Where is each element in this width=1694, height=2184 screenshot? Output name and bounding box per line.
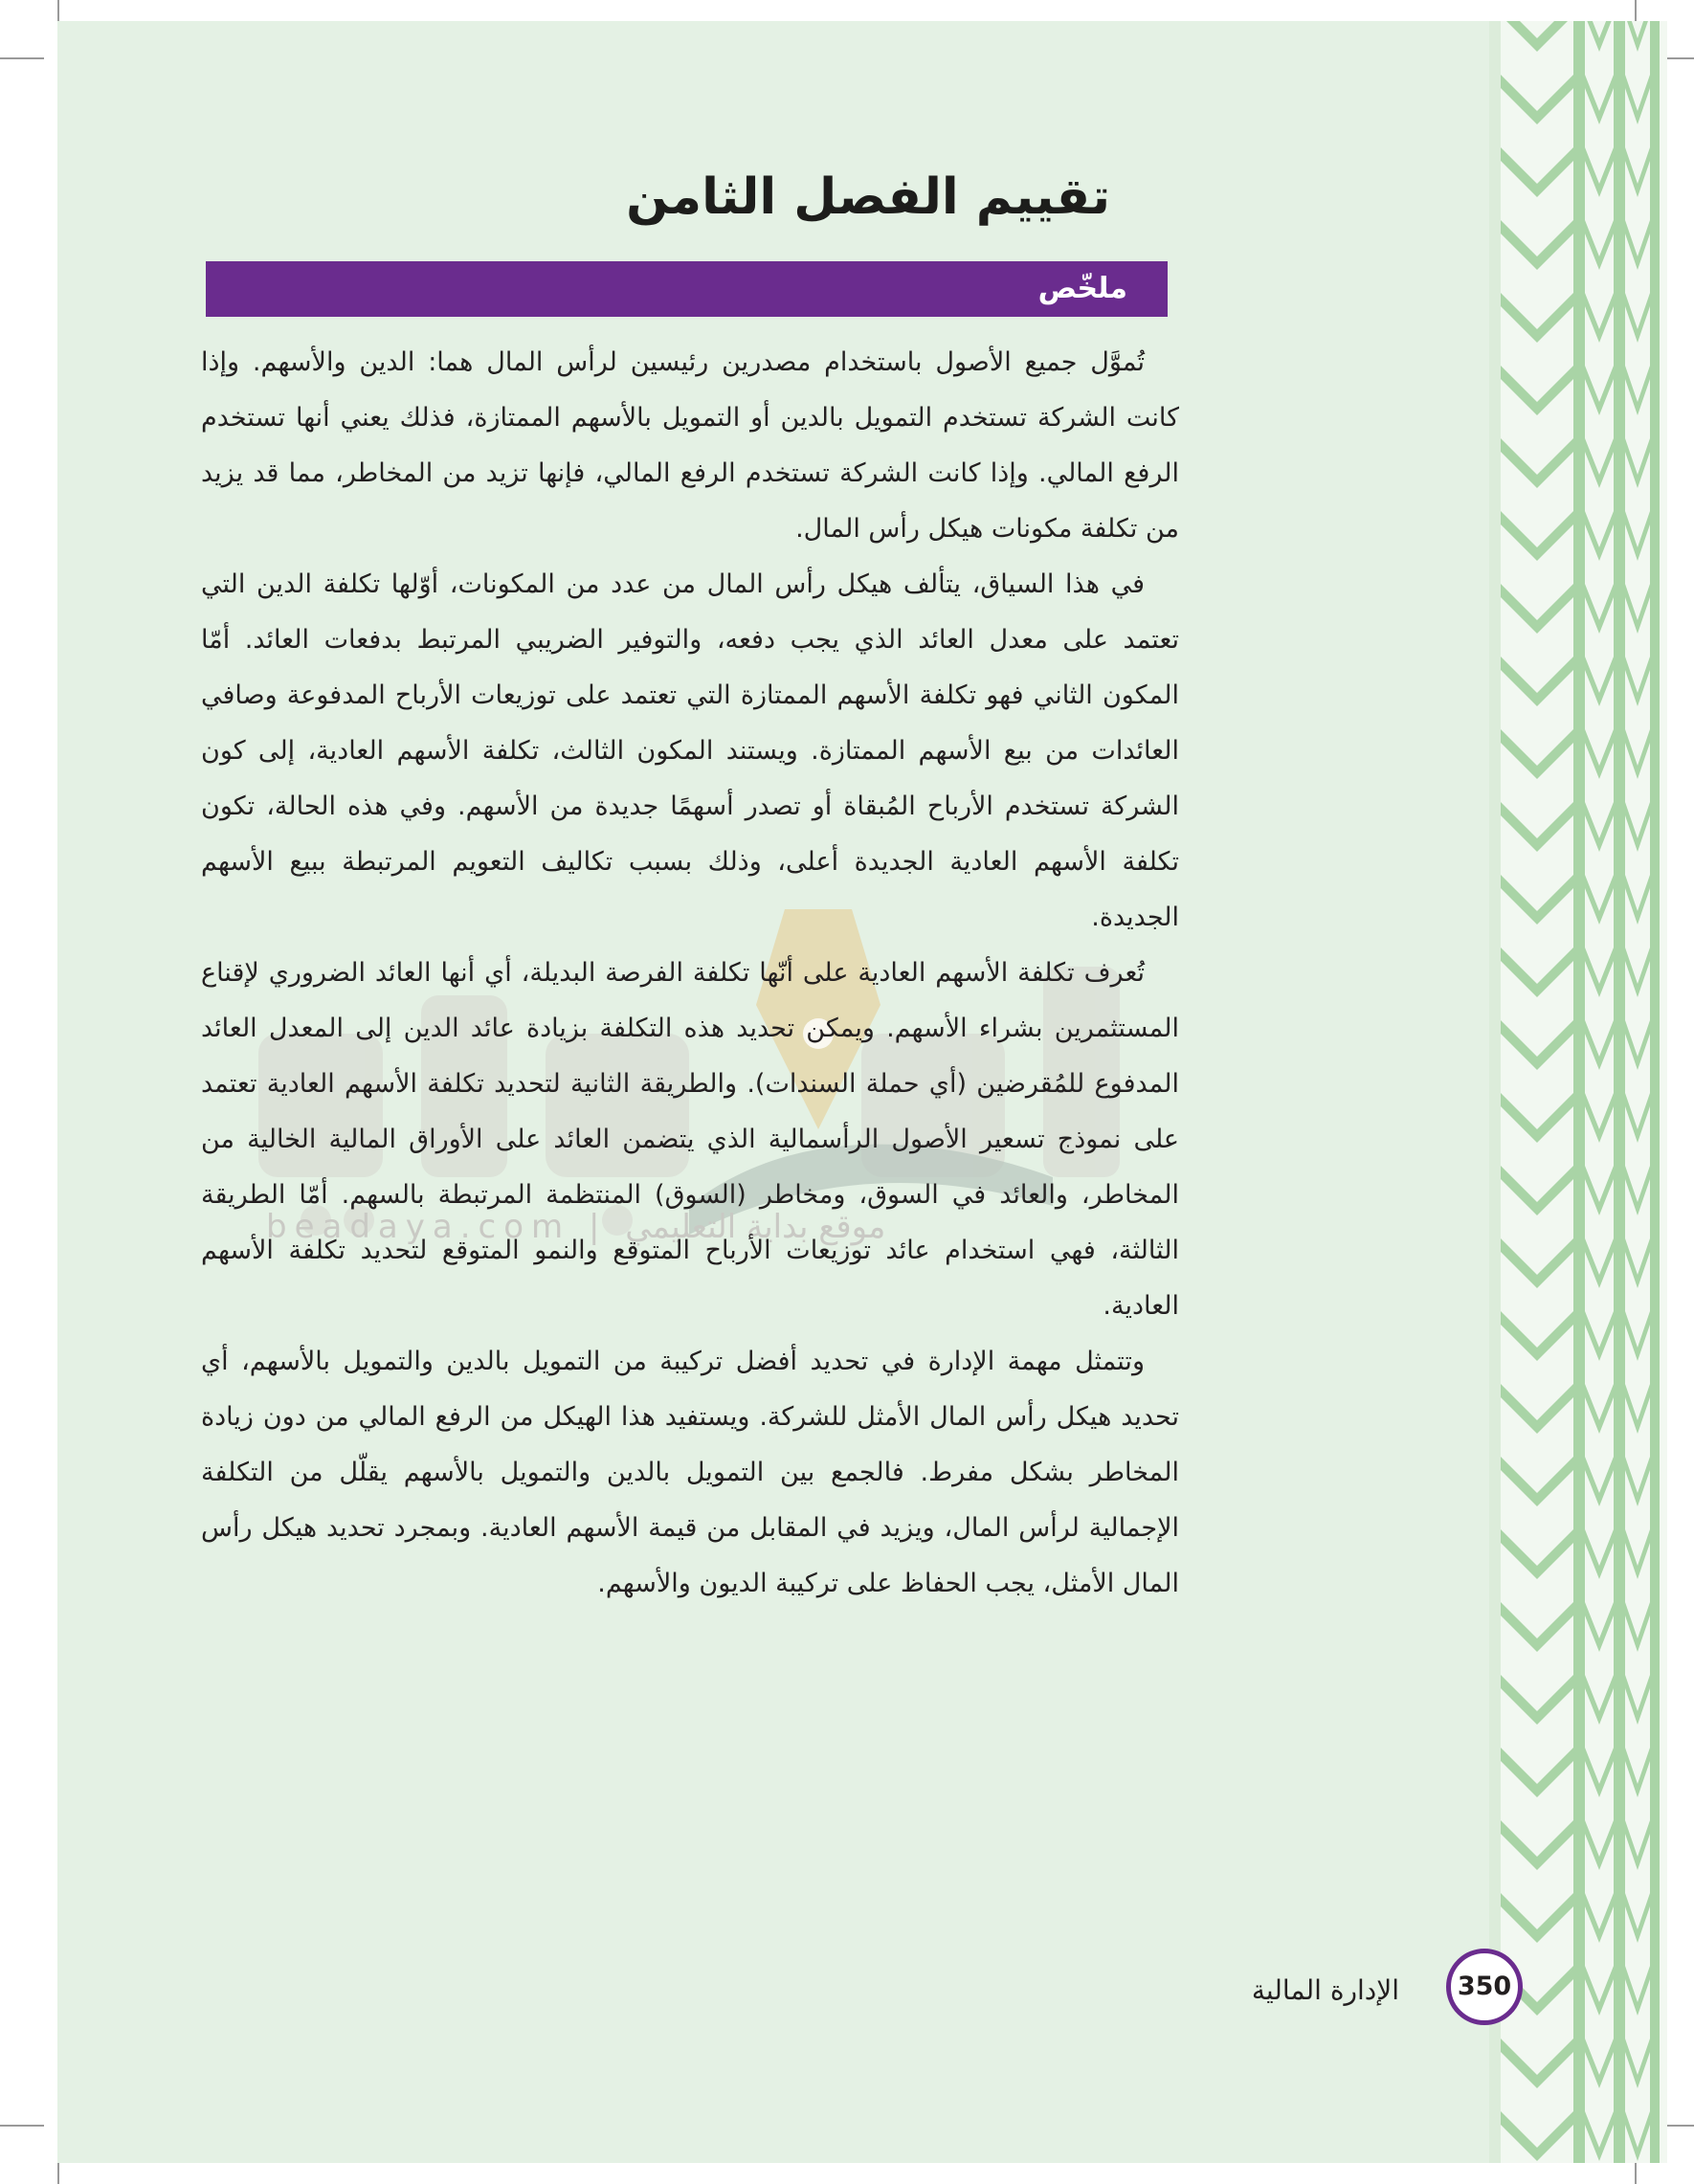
paragraph-4: وتتمثل مهمة الإدارة في تحديد أفضل تركيبة من التمويل بالدين والتمويل بالأسهم، أي تحديد هيكل رأس المال الأمثل للشركة. ويستفيد هذا الهيكل من الرفع المالي من دون زيادة المخاطر بشكل مفرط. فالجمع بين التمويل بالدين والتمويل بالأسهم يقلّل من التكلفة الإجمالية لرأس المال، ويزيد في المقابل من قيمة الأسهم العادية. وبمجرد تحديد هيكل رأس المال الأمثل، يجب الحفاظ على تركيبة الديون والأسهم. (201, 1347, 1179, 1598)
crop-mark (0, 57, 44, 59)
paragraph-3: تُعرف تكلفة الأسهم العادية على أنّها تكلفة الفرصة البديلة، أي أنها العائد الضروري لإقناع المستثمرين بشراء الأسهم. ويمكن تحديد هذه التكلفة بزيادة عائد الدين إلى المعدل العائد المدفوع للمُقرضين (أي حملة السندات). والطريقة الثانية لتحديد تكلفة الأسهم العادية تعتمد على نموذج تسعير الأصول الرأسمالية الذي يتضمن العائد على الأوراق المالية الخالية من المخاطر، والعائد في السوق، ومخاطر (السوق) المنتظمة المرتبطة بالسهم. أمّا الطريقة الثالثة، فهي استخدام عائد توزيعات الأرباح المتوقع والنمو المتوقع لتحديد تكلفة الأسهم العادية. (201, 958, 1179, 1321)
band-stripe (1614, 21, 1625, 2163)
summary-header-bar (206, 261, 1168, 317)
band-stripe (1489, 21, 1501, 2163)
paragraph-2: في هذا السياق، يتألف هيكل رأس المال من عدد من المكونات، أوّلها تكلفة الدين التي تعتمد على معدل العائد الذي يجب دفعه، والتوفير الضريبي المرتبط بدفعات العائد. أمّا المكون الثاني فهو تكلفة الأسهم الممتازة التي تعتمد على توزيعات الأرباح المدفوعة وصافي العائدات من بيع الأسهم الممتازة. ويستند المكون الثالث، تكلفة الأسهم العادية، إلى كون الشركة تستخدم الأرباح المُبقاة أو تصدر أسهمًا جديدة من الأسهم. وفي هذه الحالة، تكون تكلفة الأسهم العادية الجديدة أعلى، وذلك بسبب تكاليف التعويم المرتبطة ببيع الأسهم الجديدة. (201, 569, 1179, 932)
paragraph-1: تُموَّل جميع الأصول باستخدام مصدرين رئيسين لرأس المال هما: الدين والأسهم. وإذا كانت الشركة تستخدم التمويل بالدين أو التمويل بالأسهم الممتازة، فذلك يعني أنها تستخدم الرفع المالي. وإذا كانت الشركة تستخدم الرفع المالي، فإنها تزيد من المخاطر، مما قد يزيد من تكلفة مكونات هيكل رأس المال. (201, 347, 1179, 544)
crop-mark (0, 2125, 44, 2127)
summary-label: ملخّص (1037, 272, 1127, 305)
page-title: تقييم الفصل الثامن (626, 168, 1110, 226)
band-stripe (1650, 21, 1660, 2163)
footer-book-title: الإدارة المالية (1251, 1974, 1399, 2006)
watermark-site-text: beadaya.com | موقع بداية التعليمي (266, 1208, 886, 1246)
summary-body (201, 335, 1179, 1675)
band-stripe (1573, 21, 1585, 2163)
zigzag-pattern-icon (1489, 21, 1667, 2163)
decorative-side-band (1489, 21, 1667, 2163)
page-number-badge: 350 (1446, 1949, 1523, 2025)
